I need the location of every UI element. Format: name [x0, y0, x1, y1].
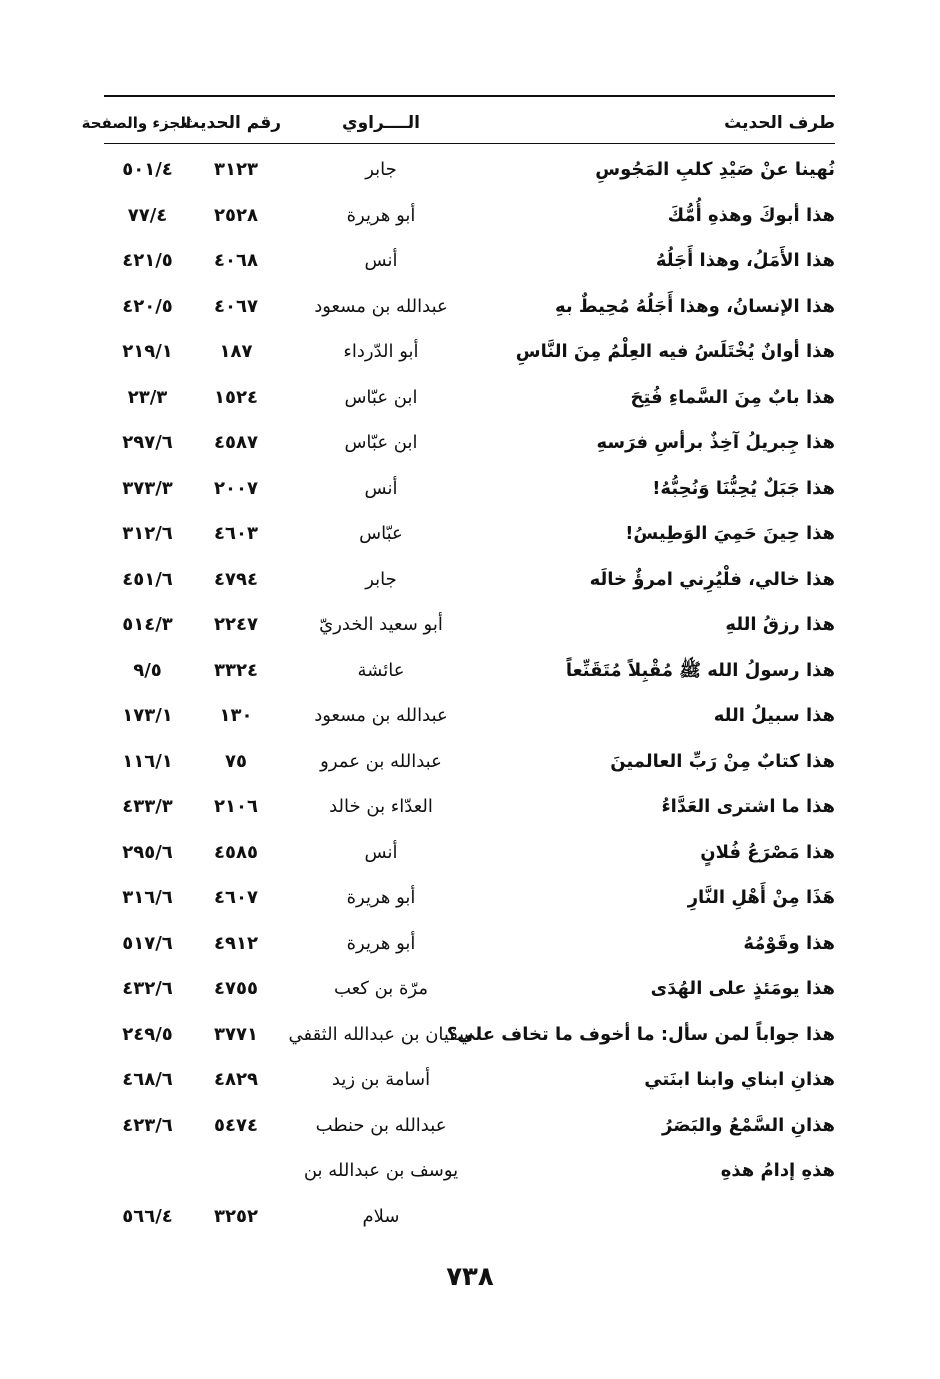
table-row	[104, 969, 835, 1009]
hadith-number-cell: ٢٥٢٨	[214, 204, 258, 226]
hadith-cell: هذا سبيلُ الله	[713, 705, 835, 726]
hadith-number-cell: ٢١٠٦	[214, 796, 258, 817]
narrator-cell: أبو هريرة	[346, 204, 416, 226]
volume-page-cell: ١١٦/١	[122, 750, 173, 772]
hadith-number-cell: ٥٤٧٤	[214, 1114, 258, 1136]
narrator-cell: عبدالله بن مسعود	[314, 705, 448, 726]
volume-page-cell: ٤٣٢/٦	[122, 978, 173, 999]
table-row	[104, 1106, 835, 1146]
volume-page-cell: ٢٩٥/٦	[122, 841, 173, 863]
narrator-cell: أبو سعيد الخدريّ	[319, 614, 443, 635]
volume-page-cell: ٥٦٦/٤	[122, 1205, 173, 1227]
page-number: ٧٣٨	[446, 1262, 494, 1292]
table-row	[104, 196, 835, 236]
hadith-cell: هذا رسولُ الله ﷺ مُقْبِلاً مُتَقَنِّعاً	[565, 659, 835, 681]
volume-page-cell: ٢٤٩/٥	[122, 1023, 173, 1045]
hadith-cell: نُهينا عنْ صَيْدِ كلبِ المَجُوسِ	[595, 159, 835, 180]
table-header	[81, 103, 835, 143]
header-narrator: الــــراوي	[341, 113, 420, 133]
volume-page-cell: ٥٠١/٤	[122, 159, 173, 180]
narrator-cell: أبو هريرة	[346, 932, 416, 954]
table-row	[104, 241, 835, 281]
hadith-number-cell: ١٥٢٤	[214, 386, 258, 408]
hadith-cell: هذا بابٌ مِنَ السَّماءِ فُتِحَ	[630, 386, 835, 408]
hadith-number-cell: ٤٩١٢	[214, 932, 258, 954]
narrator-cell: عائشة	[357, 659, 405, 681]
table-row	[104, 1015, 835, 1055]
hadith-cell: هذا خالي، فلْيُرِني امرؤٌ خالَه	[589, 568, 835, 590]
narrator-cell: ابن عبّاس	[344, 432, 418, 453]
volume-page-cell: ٤٥١/٦	[122, 568, 173, 590]
hadith-number-cell	[191, 1151, 281, 1191]
table-row	[104, 1060, 835, 1100]
table-row	[104, 878, 835, 918]
table-row	[104, 150, 835, 190]
narrator-cell: عبدالله بن مسعود	[314, 295, 448, 317]
narrator-cell: العدّاء بن خالد	[329, 796, 433, 817]
hadith-cell: هذا أبوكَ وهذهِ أُمُّكَ	[667, 204, 835, 226]
hadith-number-cell: ٧٥	[225, 750, 247, 772]
hadith-cell: هذا ما اشترى العَدَّاءُ	[661, 796, 835, 817]
header-bottom-rule	[104, 143, 835, 144]
volume-page-cell: ٩/٥	[133, 659, 162, 681]
hadith-number-cell: ٤٠٦٨	[214, 250, 258, 271]
table-row	[104, 696, 835, 736]
narrator-cell: يوسف بن عبدالله بن	[303, 1160, 459, 1181]
narrator-cell: سفيان بن عبدالله الثقفي	[288, 1023, 474, 1045]
table-row	[104, 469, 835, 509]
table-row	[104, 560, 835, 600]
volume-page-cell: ٥١٧/٦	[122, 932, 173, 954]
hadith-cell: هذا حِينَ حَمِيَ الوَطِيسُ!	[625, 523, 835, 544]
hadith-cell: هذا يومَئذٍ على الهُدَى	[650, 978, 835, 999]
narrator-cell: عبدالله بن عمرو	[320, 750, 442, 772]
hadith-number-cell: ٤٦٠٣	[214, 523, 258, 544]
narrator-cell: أنس	[364, 841, 398, 863]
table-row	[104, 332, 835, 372]
narrator-cell: عبّاس	[359, 523, 403, 544]
volume-page-cell: ٤٢١/٥	[122, 250, 173, 271]
hadith-number-cell: ٤٨٢٩	[214, 1069, 258, 1090]
volume-page-cell: ٤٢٣/٦	[122, 1114, 173, 1136]
table-row	[104, 1197, 835, 1237]
hadith-number-cell: ٣١٢٣	[214, 159, 258, 180]
hadith-number-cell: ٤٠٦٧	[214, 295, 258, 317]
hadith-cell: هذا الأَمَلُ، وهذا أَجَلُهُ	[655, 250, 835, 271]
hadith-cell: هذا جواباً لمن سأل: ما أخوف ما تخاف علي؟	[446, 1023, 835, 1045]
table-row	[104, 742, 835, 782]
header-number: رقم الحديث	[182, 113, 281, 133]
narrator-cell: أبو هريرة	[346, 887, 416, 908]
volume-page-cell: ٤٦٨/٦	[122, 1069, 173, 1090]
hadith-cell: هذا الإنسانُ، وهذا أَجَلُهُ مُحِيطٌ بهِ	[554, 295, 835, 317]
table-row	[104, 924, 835, 964]
hadith-cell	[505, 1197, 835, 1237]
hadith-cell: هذا جَبَلٌ يُحِبُّنَا وَنُحِبُّهُ!	[652, 477, 835, 499]
hadith-number-cell: ٣٣٢٤	[214, 659, 258, 681]
hadith-cell: هذانِ ابناي وابنا ابنَتي	[644, 1069, 835, 1090]
narrator-cell: عبدالله بن حنطب	[315, 1114, 447, 1136]
volume-page-cell: ٢١٩/١	[122, 341, 173, 362]
hadith-number-cell: ٤٥٨٥	[214, 841, 258, 863]
narrator-cell: ابن عبّاس	[344, 386, 418, 408]
hadith-cell: هذا وقَوْمُهُ	[743, 932, 835, 954]
hadith-number-cell: ٤٧٥٥	[214, 978, 258, 999]
hadith-cell: هذا كتابٌ مِنْ رَبِّ العالمينَ	[610, 750, 835, 772]
hadith-cell: هذا مَصْرَعُ فُلانٍ	[700, 841, 835, 863]
narrator-cell: أنس	[364, 250, 398, 271]
hadith-number-cell: ١٣٠	[219, 705, 253, 726]
hadith-number-cell: ٤٥٨٧	[214, 432, 258, 453]
header-top-rule	[104, 95, 835, 97]
header-hadith: طرف الحديث	[724, 113, 835, 133]
hadith-number-cell: ٣٢٥٢	[214, 1205, 258, 1227]
table-row	[104, 423, 835, 463]
hadith-number-cell: ١٨٧	[219, 341, 253, 362]
table-row	[104, 514, 835, 554]
narrator-cell: مرّة بن كعب	[333, 978, 429, 999]
hadith-cell: هَذَا مِنْ أَهْلِ النَّارِ	[687, 887, 835, 908]
volume-page-cell: ٣١٢/٦	[122, 523, 173, 544]
hadith-number-cell: ٢٢٤٧	[214, 614, 258, 635]
table-row	[104, 1151, 835, 1191]
header-volume-page: الجزء والصفحة	[81, 114, 191, 132]
volume-page-cell: ٤٢٠/٥	[122, 295, 173, 317]
narrator-cell: أسامة بن زيد	[331, 1069, 431, 1090]
table-row	[104, 605, 835, 645]
volume-page-cell: ٢٣/٣	[127, 386, 168, 408]
volume-page-cell: ٣١٦/٦	[122, 887, 173, 908]
table-row	[104, 651, 835, 691]
hadith-cell: هذا أوانٌ يُخْتَلَسُ فيه العِلْمُ مِنَ النَّاسِ	[515, 341, 835, 362]
volume-page-cell: ٤٣٣/٣	[122, 796, 173, 817]
table-row	[104, 833, 835, 873]
hadith-cell: هذا رزقُ اللهِ	[725, 614, 835, 635]
table-row	[104, 287, 835, 327]
hadith-cell: هذهِ إدامُ هذهِ	[720, 1160, 835, 1181]
hadith-cell: هذا جِبريلُ آخِذٌ برأسِ فرَسهِ	[596, 432, 835, 453]
narrator-cell: أبو الدّرداء	[343, 341, 419, 362]
volume-page-cell: ٣٧٣/٣	[122, 477, 173, 499]
volume-page-cell	[104, 1151, 191, 1191]
volume-page-cell: ٥١٤/٣	[122, 614, 173, 635]
hadith-number-cell: ٤٦٠٧	[214, 887, 258, 908]
volume-page-cell: ٧٧/٤	[127, 204, 168, 226]
volume-page-cell: ١٧٣/١	[122, 705, 173, 726]
table-row	[104, 378, 835, 418]
hadith-cell: هذانِ السَّمْعُ والبَصَرُ	[662, 1114, 835, 1136]
narrator-cell: أنس	[364, 477, 398, 499]
volume-page-cell: ٢٩٧/٦	[122, 432, 173, 453]
narrator-cell: سلام	[362, 1205, 400, 1227]
hadith-number-cell: ٢٠٠٧	[214, 477, 258, 499]
narrator-cell: جابر	[365, 568, 397, 590]
hadith-number-cell: ٣٧٧١	[214, 1023, 258, 1045]
narrator-cell: جابر	[365, 159, 397, 180]
hadith-number-cell: ٤٧٩٤	[214, 568, 258, 590]
table-row	[104, 787, 835, 827]
